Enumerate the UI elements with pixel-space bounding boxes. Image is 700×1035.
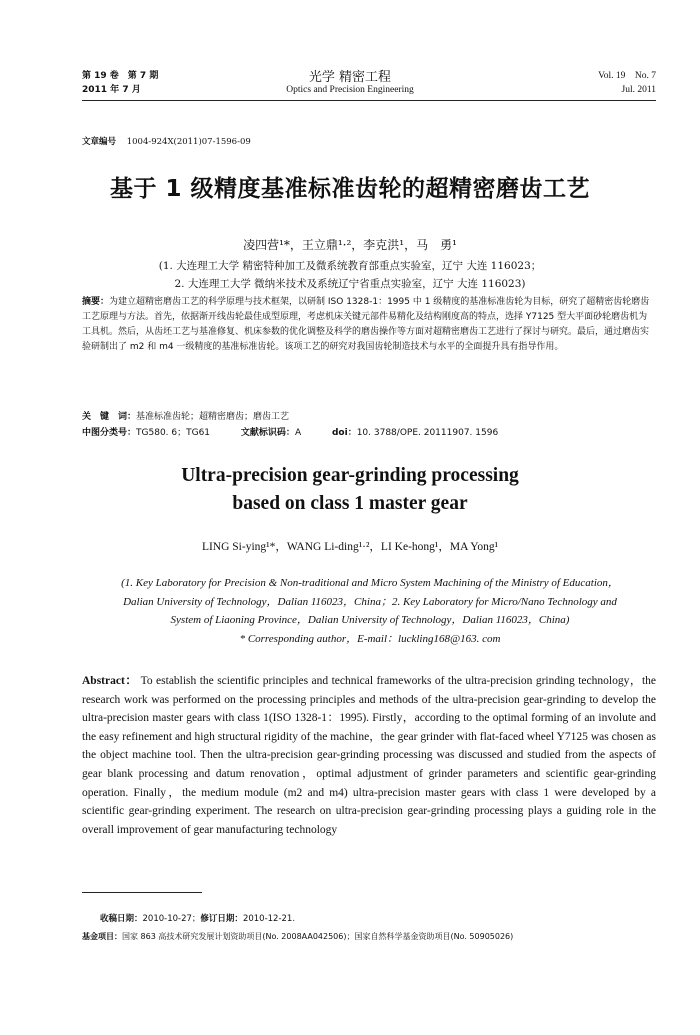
article-number xyxy=(82,135,251,147)
abstract-en-text: To establish the scientific principles and technical frameworks of the ultra-precision grinding technology，the research work was performed on the processing principles and methods of the ultra-precision gear-grinding to develop the ultra-precision master gears with class 1(ISO 1328-1：1995). Firstly，according to the optimal forming of an involute and the easy refinement and high structural rigidity of the machine，the gear grinder with flat-faced wheel Y7125 was chosen as the object machine tool. Then the ultra-precision gear-grinding processing was discussed and studied from the aspects of gear blank processing and datum renovation，optimal adjustment of grinder parameters and scientific gear-grinding operation. Finally，the medium module (m2 and m4) ultra-precision master gears with class 1 were developed by a scientific gear-grinding experiment. The research on ultra-precision gear-grinding processing plays a guiding role in the overall improvement of gear manufacturing technology xyxy=(82,675,656,836)
abstract-cn xyxy=(82,295,656,355)
journal-title-cn: 光学 精密工程 xyxy=(308,70,392,85)
keywords-cn-label: 关 键 词： xyxy=(82,412,137,422)
affiliation-cn-2: 2. 大连理工大学 微纳米技术及系统辽宁省重点实验室，辽宁 大连 116023) xyxy=(174,278,526,290)
article-number-label: 文章编号 xyxy=(82,137,117,147)
fund-label: 基金项目： xyxy=(82,932,122,941)
revised-label: 修订日期： xyxy=(200,914,243,924)
footnote-rule xyxy=(82,892,202,893)
revised-value: 2010-12-21. xyxy=(242,914,296,924)
received-label: 收稿日期： xyxy=(100,914,143,924)
abstract-en-label: Abstract： xyxy=(82,675,138,687)
clc-label: 中图分类号： xyxy=(82,428,137,438)
fund-value: 国家 863 高技术研究发展计划资助项目(No. 2008AA042506)；国家自然科学基金资助项目(No. 50905026) xyxy=(122,932,514,941)
authors-cn: 凌四营¹*，王立鼎¹·²，李克洪¹，马 勇¹ xyxy=(243,238,457,252)
abstract-cn-text: 为建立超精密磨齿工艺的科学原理与技术框架，以研制 ISO 1328-1：1995 中 1 级精度的基准标准齿轮为目标，研究了超精密齿轮磨齿工艺原理与方法。首先，依据渐开线齿轮最佳成型原理，考虑机床关键元部件易精化及结构刚度高的特点，选择 Y7125 型大平面砂轮磨齿机为工具机。然后，从齿坯工艺与基准修复、机床参数的优化调整及科学的磨齿操作等方面对超精密磨齿工艺进行了探讨与研究。最后，通过磨齿实验研制出了 m2 和 m4 一级精度的基准标准齿轮。该项工艺的研究对我国齿轮制造技术与水平的全面提升具有指导作用。 xyxy=(82,297,650,352)
affiliation-en-1: (1. Key Laboratory for Precision & Non-traditional and Micro System Machining of the Ministry of Education， xyxy=(121,577,619,589)
article-number-value: 1004-924X(2011)07-1596-09 xyxy=(126,137,251,147)
title-cn: 基于 1 级精度基准标准齿轮的超精密磨齿工艺 xyxy=(109,176,591,202)
classification-line xyxy=(82,425,526,438)
date-en: Jul. 2011 xyxy=(621,85,656,95)
date-cn: 2011 年 7 月 xyxy=(82,85,141,95)
doi-value: 10. 3788/OPE. 20111907. 1596 xyxy=(356,428,499,438)
doc-code-value: A xyxy=(294,428,302,438)
footnote-dates xyxy=(100,912,295,924)
keywords-cn xyxy=(82,409,289,422)
affiliation-cn-1: (1. 大连理工大学 精密特种加工及微系统教育部重点实验室，辽宁 大连 116023； xyxy=(158,260,542,272)
volume-issue-en: Vol. 19 No. 7 xyxy=(598,71,656,81)
title-en xyxy=(0,462,700,518)
affiliation-en-2: Dalian University of Technology，Dalian 116023，China；2. Key Laboratory for Micro/Nano Technology and xyxy=(123,595,617,608)
authors-en: LING Si-ying¹*，WANG Li-ding¹·²，LI Ke-hong¹，MA Yong¹ xyxy=(201,541,499,553)
affiliations-en xyxy=(80,574,660,648)
abstract-en xyxy=(82,672,656,839)
doi-label: doi： xyxy=(331,428,357,438)
received-value: 2010-10-27； xyxy=(142,914,201,924)
corresponding-author: * Corresponding author，E-mail：luckling168@163. com xyxy=(239,632,501,645)
journal-title-en: Optics and Precision Engineering xyxy=(286,85,414,95)
title-en-line-2: based on class 1 master gear xyxy=(232,493,468,514)
clc-value: TG580. 6；TG61 xyxy=(136,428,211,438)
header-rule xyxy=(82,100,656,101)
abstract-cn-label: 摘要： xyxy=(82,297,110,307)
title-en-line-1: Ultra-precision gear-grinding processing xyxy=(181,465,519,486)
keywords-cn-text: 基准标准齿轮；超精密磨齿；磨齿工艺 xyxy=(136,412,290,422)
footnote-funding xyxy=(82,931,513,942)
affiliation-en-3: System of Liaoning Province，Dalian University of Technology，Dalian 116023，China) xyxy=(170,614,570,626)
volume-issue-cn: 第 19 卷 第 7 期 xyxy=(82,71,159,81)
doc-code-label: 文献标识码： xyxy=(240,428,295,438)
